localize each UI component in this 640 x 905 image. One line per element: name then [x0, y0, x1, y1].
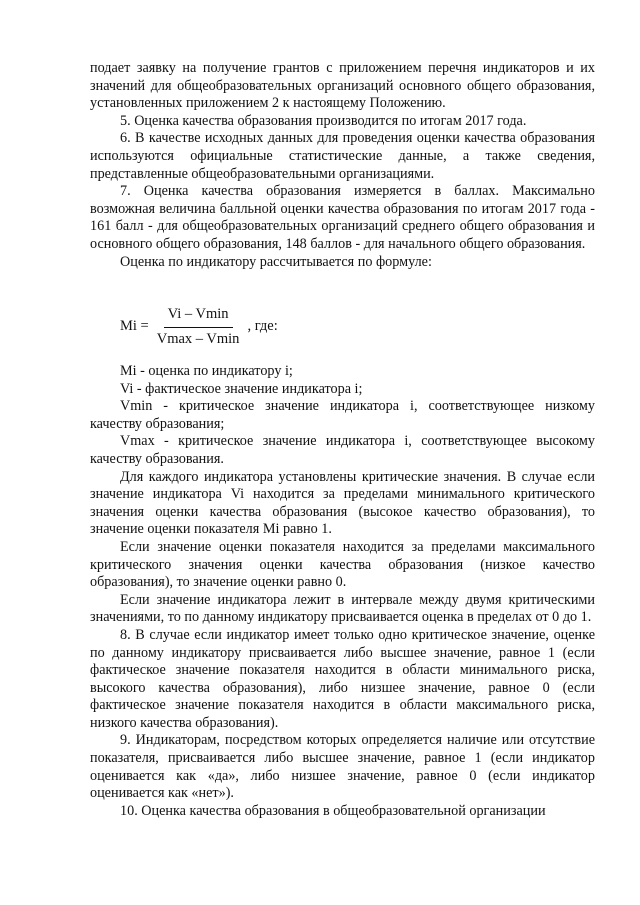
formula-numerator: Vi – Vmin [164, 306, 233, 328]
paragraph-item-6: 6. В качестве исходных данных для проведения оценки качества образования используются официальные статистические данные, а также сведения, представленные общеобразовательными организациями. [90, 130, 595, 182]
formula-denominator: Vmax – Vmin [156, 330, 240, 347]
formula-lhs: Mi = [120, 318, 149, 335]
paragraph-item-7: 7. Оценка качества образования измеряется в баллах. Максимально возможная величина балльной оценки качества образования по итогам 2017 года - 161 балл - для общеобразовательных организаций среднего общего образования и основного общего образования, 148 баллов - для начального общего образования. [90, 183, 595, 252]
formula-suffix: , где: [247, 318, 278, 335]
definition-vmin: Vmin - критическое значение индикатора i, соответствующее низкому качеству образования; [90, 398, 595, 432]
paragraph-item-10: 10. Оценка качества образования в общеобразовательной организации [120, 802, 546, 819]
paragraph-max-critical: Если значение оценки показателя находится за пределами максимального критического значения оценки качества образования (низкое качество образования), то значение оценки равно 0. [90, 538, 595, 591]
definition-vi: Vi - фактическое значение индикатора i; [120, 380, 363, 397]
formula-fraction [153, 306, 244, 348]
text-block-bottom [90, 363, 595, 820]
paragraph-item-9: 9. Индикаторам, посредством которых определяется наличие или отсутствие показателя, присваивается либо высшее значение, равное 1 (если индикатор оценивается как «да», либо низшее значение, равное 0 (если индикатор оценивается как «нет»). [90, 732, 595, 802]
definition-vmax: Vmax - критическое значение индикатора i, соответствующее высокому качеству образования. [90, 433, 595, 467]
paragraph-continuation: подает заявку на получение грантов с приложением перечня индикаторов и их значений для общеобразовательных организаций основного общего образования, установленных приложением 2 к настоящему Положению. [90, 60, 595, 112]
paragraph-item-8: 8. В случае если индикатор имеет только одно критическое значение, оценке по данному индикатору присваивается либо высшее значение, равное 1 (если фактическое значение показателя находится в области минимального риска, высокого качества образования), либо низшее значение, равное 0 (если фактическое значение показателя находится в области максимального риска, низкого качества образования). [90, 626, 595, 731]
paragraph-interval: Если значение индикатора лежит в интервале между двумя критическими значениями, то по данному индикатору присваивается оценка в пределах от 0 до 1. [90, 591, 595, 626]
formula-intro: Оценка по индикатору рассчитывается по формуле: [120, 253, 432, 270]
definition-mi: Mi - оценка по индикатору i; [120, 363, 293, 379]
text-block-top [90, 60, 595, 271]
paragraph-item-5: 5. Оценка качества образования производится по итогам 2017 года. [120, 112, 527, 129]
paragraph-critical-values: Для каждого индикатора установлены критические значения. В случае если значение индикатора Vi находится за пределами минимального критического значения оценки качества образования (высокое качество образования), то значение оценки показателя Mi равно 1. [90, 468, 595, 538]
formula [120, 302, 278, 352]
